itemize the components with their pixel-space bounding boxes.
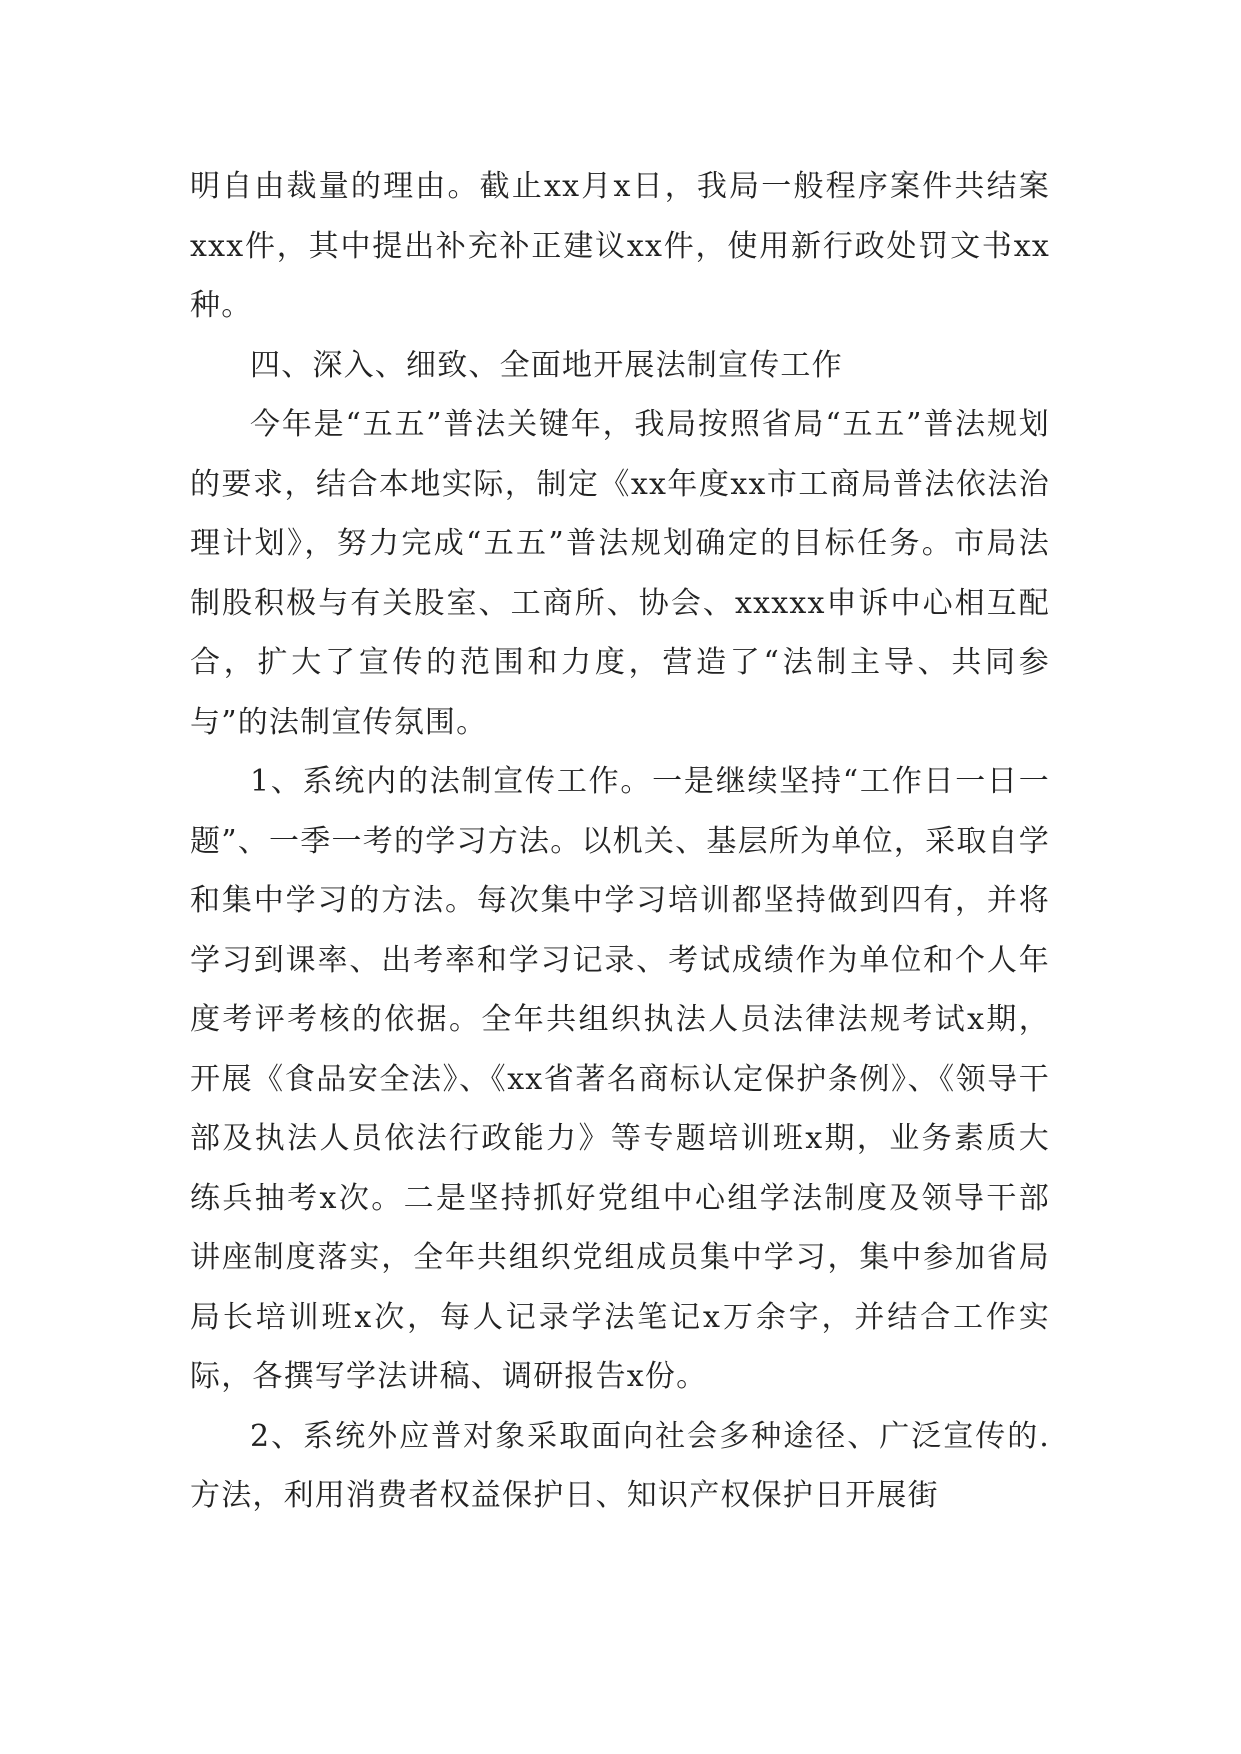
document-body (190, 157, 1050, 1526)
paragraph-item-1: 1、系统内的法制宣传工作。一是继续坚持“工作日一日一题”、一季一考的学习方法。以机关、基层所为单位，采取自学和集中学习的方法。每次集中学习培训都坚持做到四有，并将学习到课率、出考率和学习记录、考试成绩作为单位和个人年度考评考核的依据。全年共组织执法人员法律法规考试x期，开展《食品安全法》、《xx省著名商标认定保护条例》、《领导干部及执法人员依法行政能力》等专题培训班x期，业务素质大练兵抽考x次。二是坚持抓好党组中心组学法制度及领导干部讲座制度落实，全年共组织党组成员集中学习，集中参加省局局长培训班x次，每人记录学法笔记x万余字，并结合工作实际，各撰写学法讲稿、调研报告x份。 (190, 764, 1050, 1394)
section-heading: 四、深入、细致、全面地开展法制宣传工作 (250, 347, 843, 383)
paragraph-continuation: 明自由裁量的理由。截止xx月x日，我局一般程序案件共结案xxx件，其中提出补充补正建议xx件，使用新行政处罚文书xx种。 (190, 169, 1050, 323)
paragraph-item-2: 2、系统外应普对象采取面向社会多种途径、广泛宣传的.方法，利用消费者权益保护日、知识产权保护日开展街 (190, 1418, 1050, 1513)
paragraph-intro: 今年是“五五”普法关键年，我局按照省局“五五”普法规划的要求，结合本地实际，制定《xx年度xx市工商局普法依法治理计划》，努力完成“五五”普法规划确定的目标任务。市局法制股积极与有关股室、工商所、协会、xxxxx申诉中心相互配合，扩大了宣传的范围和力度，营造了“法制主导、共同参与”的法制宣传氛围。 (190, 407, 1050, 740)
